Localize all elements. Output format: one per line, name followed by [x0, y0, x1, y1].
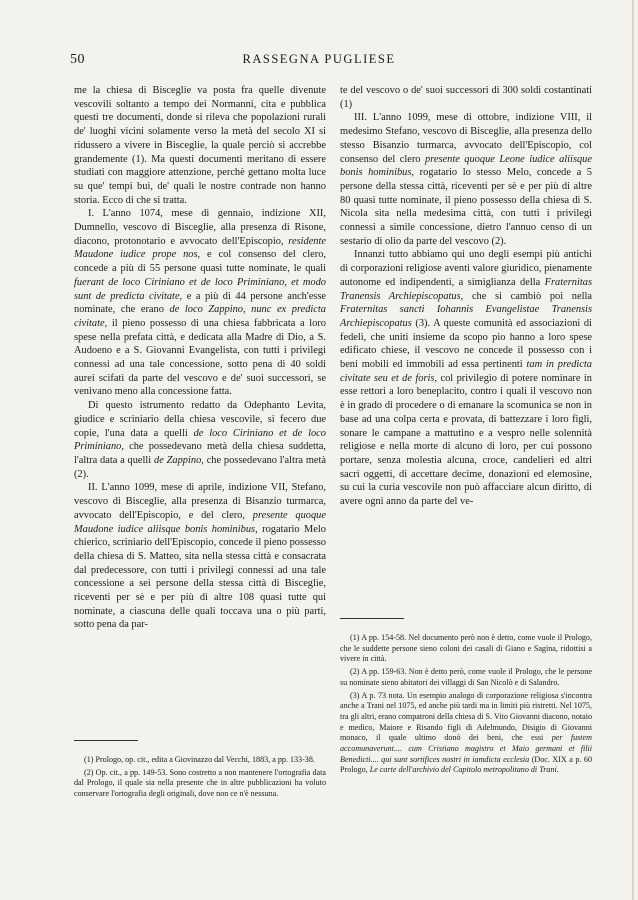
latin-quote: tam in predicta civitate seu et de foris, [340, 359, 592, 384]
latin-quote: de Zappino, [154, 454, 204, 466]
paragraph: Di questo istrumento redatto da Odephanto Levita, giudice e scriniario della chiesa vescovile, si fecero due copie, l'una data a quelli de loco Ciriniano et de loco Priminiano, che possedevano metà della chiesa suddetta, l'altra data a quelli de Zappino, che possedevano l'altra metà (2). [74, 400, 327, 480]
latin-quote: de loco Ciriniano et de loco Priminiano, [74, 427, 326, 453]
page-number: 50 [70, 52, 85, 67]
left-column [74, 84, 326, 632]
paragraph: I. L'anno 1074, mese di gennaio, indizione XII, Dumnello, vescovo di Bisceglie, alla presenza di Risone, diacono, protonotario e avvocato dell'Episcopio, residente Maudone iudice prope nos, e col consenso del clero, concede a più di 55 persone quasi tutte nominate, le quali fuerant de loco Ciriniano et de loco Priminiano, et modo sunt de predicta civitate, e a più di 44 persone anch'esse nominate, che erano de loco Zappino, nunc ex predicta civitate, il pieno possesso di una chiesa fabbricata a loro spese nella prefata città, e dedicata alla Madre di Dio, a S. Audoeno e a S. Giovanni Evangelista, con tutti i privilegi connessi ad una tale concessione, sotto pena di 40 soldi aurei scifati da parte del vescovo e de' suoi successori, se venivano meno alla concessione fatta. [74, 208, 326, 398]
footnote: (3) A p. 73 nota. Un esempio analogo di corporazione religiosa s'incontra anche a Trani nel 1075, ed anche più tardi ma in limiti più ristretti. Nel 1075, tra gli altri, erano compatroni della chiesa di S. Vito Giovanni diacono, notaio e medico, Maiore e Risando figli di Adelmundo, Disigio di Giovanni monaco, il quale ultimo donò dei beni, che essi per fustem accomunaverunt.... cum Cristiano magistro et Maio germani et filii Benedicti.... qui sunt sortifices nostri in iamdicta ecclesia (Doc. XIX a p. 60 Prologo, Le carte dell'archivio del Capitolo metropolitano di Trani. [340, 690, 592, 775]
running-title: RASSEGNA PUGLIESE [242, 52, 396, 66]
latin-quote: Fraternitas Tranensis Archiepiscopatus, [340, 276, 592, 302]
right-column [340, 84, 592, 509]
latin-quote: residente Maudone iudice prope nos, [74, 235, 326, 261]
footnote-rule [74, 740, 138, 741]
footnote: (1) Prologo, op. cit., edita a Giovinazzo dal Vecchi, 1883, a pp. 133-38. [84, 755, 315, 764]
latin-quote: de loco Zappino, nunc ex predicta civitate, [74, 304, 326, 329]
footnote: (2) Op. cit., a pp. 149-53. Sono costretto a non mantenere l'ortografia data dal Prologo, il quale sia nella presente che in altre pubblicazioni ha voluto conservare l'ortografia degli originali, dove non ce n'è nessuna. [74, 767, 326, 799]
paragraph: III. L'anno 1099, mese di ottobre, indizione VIII, il medesimo Stefano, vescovo di Bisceglie, alla presenza dello stesso Bisanzio turmarca, avvocato dell'Episcopio, col consenso del clero presente quoque Leone iudice aliisque bonis hominibus, rogatario lo stesso Melo, concede a 5 persone della stessa città, riceventi per sè e per più di altre 80 quasi tutte nominate, il pieno possesso della chiesa di S. Nicola sita nella medesima città, con tutti i privilegi connessi a simile concessione, dietro l'annuo censo di un sestario di olio da parte del vescovo (2). [340, 112, 592, 247]
footnotes-right [340, 618, 592, 778]
latin-quote: presente quoque Leone iudice aliisque bonis hominibus, [340, 153, 592, 179]
footnotes-left [74, 740, 326, 802]
latin-quote: fuerant de loco Ciriniano et de loco Priminiano, et modo sunt de predicta civitate, [74, 276, 326, 302]
paragraph: te del vescovo o de' suoi successori di 300 soldi costantinati (1) [340, 85, 592, 110]
latin-quote: per fustem accomunaverunt.... cum Cristiano magistro et Maio germani et filii Benedicti.... qui sunt sortifices nostri in iamdicta ecclesia [340, 733, 592, 764]
paragraph: me la chiesa di Bisceglie va posta fra quelle divenute vescovili soltanto a tempo dei Normanni, cita e pubblica questi tre documenti, donde si rileva che popolazioni rurali de' luoghi vicini solamente verso la metà del secolo XI si ridussero a vivere in Bisceglie, la quale perciò si accrebbe grandemente (1). Ma questi documenti meritano di essere studiati con maggiore attenzione, perchè gettano molta luce su que' tempi bui, de' quali le nostre contrade non hanno storia. Ecco di che si tratta. [74, 85, 326, 206]
page-edge-shadow [632, 0, 634, 900]
latin-quote: Le carte dell'archivio del Capitolo metropolitano di Trani. [369, 765, 559, 775]
footnote-rule [340, 618, 404, 619]
latin-quote: Fraternitas sancti Iohannis Evangelistae Tranensis Archiepiscopatus [340, 304, 592, 329]
paragraph: II. L'anno 1099, mese di aprile, indizione VII, Stefano, vescovo di Bisceglie, alla presenza di Bisanzio turmarca, avvocato dell'Episcopio, e del clero, presente quoque Maudone iudice aliisque bonis hominibus, rogatario Melo chierico, scriniario dell'Episcopio, concede il pieno possesso della chiesa di S. Matteo, sita nella stessa città e consacrata dal predecessore, con tutti i privilegi connessi ad una tale concessione a sei persone della stessa città di Bisceglie, riceventi per sè e per più di altre 108 quasi tutte qui nominate, a ciascuna delle quali toccava una o più parti, sotto pena da par- [74, 482, 326, 631]
paragraph: Innanzi tutto abbiamo qui uno degli esempi più antichi di corporazioni religiose aventi valore giuridico, pienamente autonome ed indipendenti, a simiglianza della Fraternitas Tranensis Archiepiscopatus, che si cambiò poi nella Fraternitas sancti Iohannis Evangelistae Tranensis Archiepiscopatus (3). A queste comunità ed associazioni di fedeli, che uniti insieme da scopo pio hanno a loro spese edificato chiese, il vescovo ne concede il possesso con i beni mobili ed immobili ad essa pertinenti tam in predicta civitate seu et de foris, col privilegio di potere nominare in esse rettori a loro beneplacito, contro i quali il vescovo non è in grado di procedere o di emanare la scomunica se non in base ad una colpa certa e provata, di battezzare i loro figli, sonare le campane a mattutino e a vespro nelle solennità religiose e nella morte di alcuno di loro, per cui possono portare, senza molestia alcuna, croce, candelieri ed altri sacri oggetti, di accettare decime, donazioni ed elemosine, su cui la curia vescovile non può affacciare alcun diritto, di avere ogni anno da parte del ve- [340, 249, 592, 508]
footnote: (1) A pp. 154-58. Nel documento però non è detto, come vuole il Prologo, che le suddette persone sieno coloni dei casali di Giano e Sagina, ridottisi a vivere in città. [340, 633, 592, 664]
latin-quote: presente quoque Maudone iudice aliisque bonis hominibus, [74, 509, 326, 535]
footnote: (2) A pp. 159-63. Non è detto però, come vuole il Prologo, che le persone su nominate sieno abitatori dei villaggi di San Nicolò e di Salandro. [340, 667, 592, 687]
